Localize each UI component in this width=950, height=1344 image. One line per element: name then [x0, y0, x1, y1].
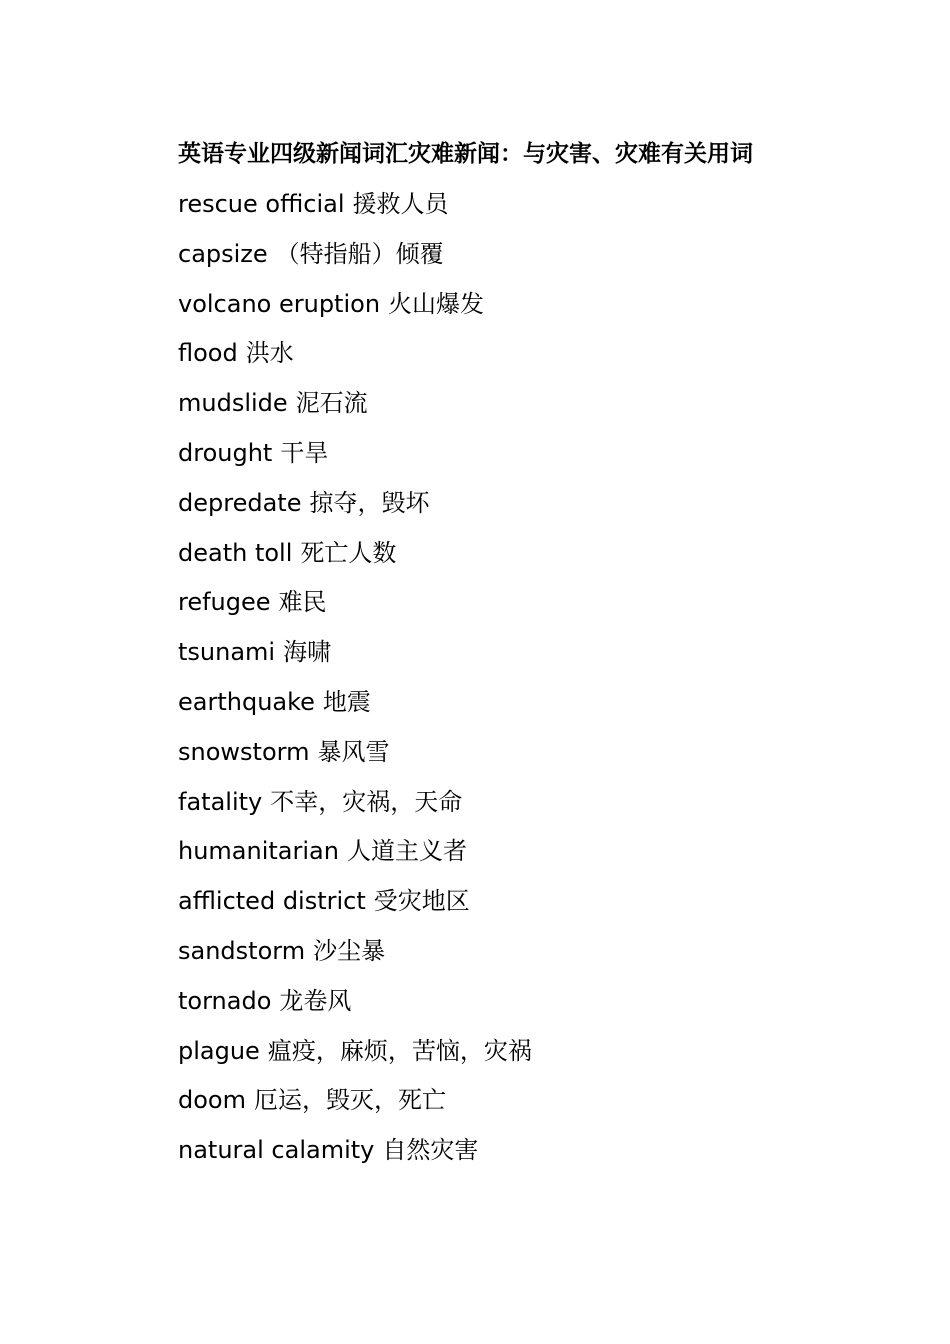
chinese-translation: 死亡人数 — [300, 538, 397, 567]
english-term: capsize — [178, 239, 268, 268]
vocabulary-entry — [178, 435, 878, 485]
english-term: refugee — [178, 588, 271, 617]
english-term: depredate — [178, 488, 302, 517]
vocabulary-entry — [178, 734, 878, 784]
chinese-translation: 自然灾害 — [382, 1136, 479, 1165]
english-term: plague — [178, 1036, 260, 1065]
chinese-translation: 掠夺，毁坏 — [309, 488, 430, 517]
chinese-translation: 干旱 — [280, 438, 329, 467]
chinese-translation: 厄运，毁灭，死亡 — [253, 1086, 446, 1115]
english-term: death toll — [178, 538, 293, 567]
english-term: tornado — [178, 986, 272, 1015]
english-term: drought — [178, 438, 273, 467]
english-term: tsunami — [178, 638, 276, 667]
chinese-translation: （特指船）倾覆 — [275, 239, 444, 268]
vocabulary-entry — [178, 1033, 878, 1083]
english-term: mudslide — [178, 389, 288, 418]
vocabulary-entry — [178, 883, 878, 933]
english-term: snowstorm — [178, 737, 310, 766]
vocabulary-entry — [178, 286, 878, 336]
vocabulary-entry — [178, 1132, 878, 1182]
vocabulary-entry — [178, 933, 878, 983]
chinese-translation: 暴风雪 — [317, 737, 390, 766]
vocabulary-entry — [178, 186, 878, 236]
document-title: 英语专业四级新闻词汇灾难新闻：与灾害、灾难有关用词 — [178, 140, 753, 167]
chinese-translation: 难民 — [278, 588, 327, 617]
english-term: doom — [178, 1086, 246, 1115]
chinese-translation: 不幸，灾祸，天命 — [270, 787, 463, 816]
vocabulary-entry — [178, 634, 878, 684]
vocabulary-entry — [178, 535, 878, 585]
english-term: fatality — [178, 787, 263, 816]
vocabulary-entry — [178, 335, 878, 385]
vocabulary-entry — [178, 833, 878, 883]
english-term: rescue official — [178, 190, 345, 218]
vocabulary-entry — [178, 385, 878, 435]
vocabulary-list — [178, 186, 878, 1182]
chinese-translation: 沙尘暴 — [313, 936, 386, 965]
vocabulary-entry — [178, 236, 878, 286]
chinese-translation: 洪水 — [245, 339, 294, 368]
chinese-translation: 泥石流 — [295, 389, 368, 418]
chinese-translation: 援救人员 — [352, 190, 449, 218]
chinese-translation: 火山爆发 — [388, 289, 485, 318]
english-term: volcano eruption — [178, 289, 381, 318]
vocabulary-entry — [178, 485, 878, 535]
english-term: sandstorm — [178, 936, 306, 965]
vocabulary-entry — [178, 684, 878, 734]
english-term: earthquake — [178, 687, 315, 716]
chinese-translation: 地震 — [322, 687, 371, 716]
english-term: natural calamity — [178, 1136, 375, 1165]
english-term: humanitarian — [178, 837, 339, 866]
english-term: afflicted district — [178, 887, 366, 916]
document-body — [178, 136, 878, 1182]
chinese-translation: 瘟疫，麻烦，苦恼，灾祸 — [267, 1036, 532, 1065]
chinese-translation: 受灾地区 — [373, 887, 470, 916]
chinese-translation: 龙卷风 — [279, 986, 352, 1015]
vocabulary-entry — [178, 584, 878, 634]
vocabulary-entry — [178, 983, 878, 1033]
chinese-translation: 人道主义者 — [346, 837, 467, 866]
chinese-translation: 海啸 — [283, 638, 332, 667]
vocabulary-entry — [178, 1082, 878, 1132]
vocabulary-entry — [178, 784, 878, 834]
english-term: flood — [178, 339, 238, 368]
